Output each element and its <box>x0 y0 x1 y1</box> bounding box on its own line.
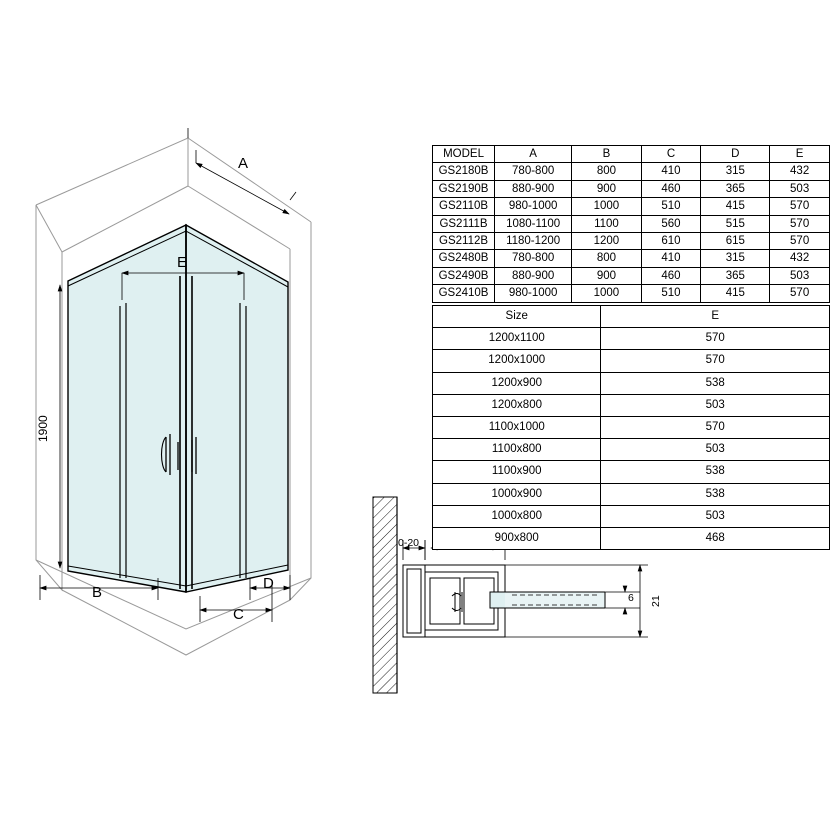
cell-e: 538 <box>601 372 830 394</box>
cell-size: 1100x1000 <box>433 417 601 439</box>
cell-a: 880-900 <box>495 267 572 284</box>
table-row <box>433 528 830 550</box>
table-row <box>433 417 830 439</box>
column-header-b: B <box>572 146 641 163</box>
cell-d: 615 <box>701 233 770 250</box>
cell-e: 468 <box>601 528 830 550</box>
cell-e: 503 <box>601 439 830 461</box>
cell-e: 570 <box>770 215 830 232</box>
cell-e: 570 <box>601 328 830 350</box>
cell-b: 1200 <box>572 233 641 250</box>
table-row <box>433 198 830 215</box>
cell-e: 432 <box>770 163 830 180</box>
table-row <box>433 180 830 197</box>
cell-e: 432 <box>770 250 830 267</box>
table-row <box>433 233 830 250</box>
cell-e: 503 <box>601 394 830 416</box>
cell-size: 1000x800 <box>433 505 601 527</box>
cell-size: 1100x800 <box>433 439 601 461</box>
cell-model: GS2410B <box>433 285 495 302</box>
cell-size: 1200x1100 <box>433 328 601 350</box>
cell-e: 570 <box>601 350 830 372</box>
model-dimensions-table <box>432 145 830 303</box>
size-e-table <box>432 305 830 550</box>
dimension-label-profile-gap: 0-20 <box>398 537 420 549</box>
cell-model: GS2112B <box>433 233 495 250</box>
dimension-label-profile-depth: 21 <box>650 595 662 607</box>
cell-d: 315 <box>701 250 770 267</box>
column-header-d: D <box>701 146 770 163</box>
cell-size: 1100x900 <box>433 461 601 483</box>
cell-e: 570 <box>770 233 830 250</box>
cell-size: 1200x800 <box>433 394 601 416</box>
table-row <box>433 483 830 505</box>
cell-e: 503 <box>601 505 830 527</box>
cell-d: 415 <box>701 198 770 215</box>
dimension-label-d: D <box>263 575 274 592</box>
table-row <box>433 285 830 302</box>
cell-a: 880-900 <box>495 180 572 197</box>
column-header-model: MODEL <box>433 146 495 163</box>
table-row <box>433 267 830 284</box>
table-header-row <box>433 306 830 328</box>
cell-d: 315 <box>701 163 770 180</box>
column-header-a: A <box>495 146 572 163</box>
cell-b: 800 <box>572 163 641 180</box>
table-row <box>433 439 830 461</box>
table-row <box>433 372 830 394</box>
cell-a: 980-1000 <box>495 285 572 302</box>
cell-c: 460 <box>641 267 701 284</box>
cell-c: 460 <box>641 180 701 197</box>
cell-e: 538 <box>601 461 830 483</box>
table-row <box>433 163 830 180</box>
cell-d: 515 <box>701 215 770 232</box>
cell-a: 1180-1200 <box>495 233 572 250</box>
cell-model: GS2110B <box>433 198 495 215</box>
cell-e: 538 <box>601 483 830 505</box>
cell-d: 415 <box>701 285 770 302</box>
cell-e: 570 <box>601 417 830 439</box>
cell-b: 1100 <box>572 215 641 232</box>
cell-d: 365 <box>701 180 770 197</box>
table-header-row <box>433 146 830 163</box>
table-row <box>433 328 830 350</box>
cell-e: 570 <box>770 285 830 302</box>
dimension-label-c: C <box>233 606 244 623</box>
cell-b: 900 <box>572 267 641 284</box>
cell-b: 800 <box>572 250 641 267</box>
table-row <box>433 505 830 527</box>
cell-model: GS2490B <box>433 267 495 284</box>
cell-b: 1000 <box>572 198 641 215</box>
cell-b: 900 <box>572 180 641 197</box>
dimension-label-e: E <box>177 254 188 271</box>
cell-size: 1200x900 <box>433 372 601 394</box>
table-row <box>433 250 830 267</box>
cell-c: 410 <box>641 250 701 267</box>
cell-b: 1000 <box>572 285 641 302</box>
table-row <box>433 215 830 232</box>
table-row <box>433 461 830 483</box>
cell-model: GS2190B <box>433 180 495 197</box>
dimension-label-glass-thickness: 6 <box>628 592 634 604</box>
cell-size: 1200x1000 <box>433 350 601 372</box>
cell-a: 780-800 <box>495 163 572 180</box>
cell-e: 503 <box>770 180 830 197</box>
column-header-e: E <box>770 146 830 163</box>
dimension-label-height: 1900 <box>36 415 50 442</box>
dimension-label-b: B <box>92 584 103 601</box>
cell-c: 510 <box>641 285 701 302</box>
column-header-e: E <box>601 306 830 328</box>
cell-a: 980-1000 <box>495 198 572 215</box>
cell-c: 610 <box>641 233 701 250</box>
cell-model: GS2111B <box>433 215 495 232</box>
cell-e: 570 <box>770 198 830 215</box>
cell-c: 560 <box>641 215 701 232</box>
dimension-label-a: A <box>238 155 249 172</box>
cell-model: GS2480B <box>433 250 495 267</box>
cell-d: 365 <box>701 267 770 284</box>
table-row <box>433 350 830 372</box>
cell-c: 410 <box>641 163 701 180</box>
cell-a: 1080-1100 <box>495 215 572 232</box>
table-row <box>433 394 830 416</box>
cell-e: 503 <box>770 267 830 284</box>
cell-size: 900x800 <box>433 528 601 550</box>
cell-model: GS2180B <box>433 163 495 180</box>
column-header-c: C <box>641 146 701 163</box>
cell-c: 510 <box>641 198 701 215</box>
cell-size: 1000x900 <box>433 483 601 505</box>
cell-a: 780-800 <box>495 250 572 267</box>
column-header-size: Size <box>433 306 601 328</box>
